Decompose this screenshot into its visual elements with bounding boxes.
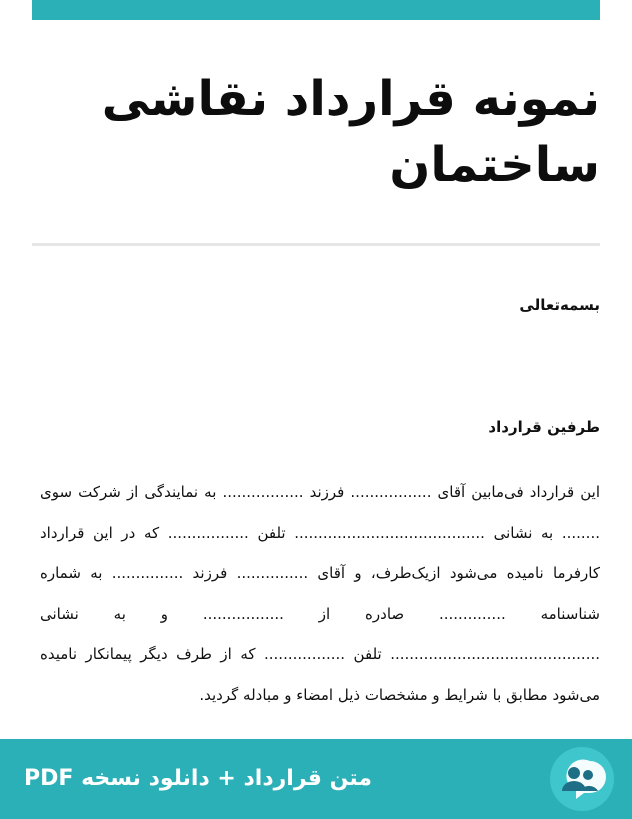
bismillah-heading: بسمه‌تعالی [519, 296, 600, 314]
title-divider [32, 243, 600, 246]
top-accent-bar [32, 0, 600, 20]
contract-parties-paragraph: این قرارداد فی‌مابین آقای ................. فرزند ................. به نمایندگی از شرکت سوی ........ به نشانی ........................................ تلفن ................. که در این قرارداد کارفرما نامیده می‌شود ازیک‌طرف، و آقای ............... فرزند ............... به شماره شناسنامه .............. صادره از ................. و به نشانی ............................................ تلفن ................. که از طرف دیگر پیمانکار نامیده می‌شود مطابق با شرایط و مشخصات ذیل امضاء و مبادله گردید. [40, 483, 600, 704]
page-title: نمونه قرارداد نقاشی ساختمان [101, 71, 600, 193]
download-banner-label[interactable]: متن قرارداد + دانلود نسخه PDF [24, 766, 372, 791]
section-heading-parties: طرفین قرارداد [488, 418, 600, 436]
download-banner[interactable] [0, 739, 632, 819]
people-chat-icon [550, 747, 614, 811]
